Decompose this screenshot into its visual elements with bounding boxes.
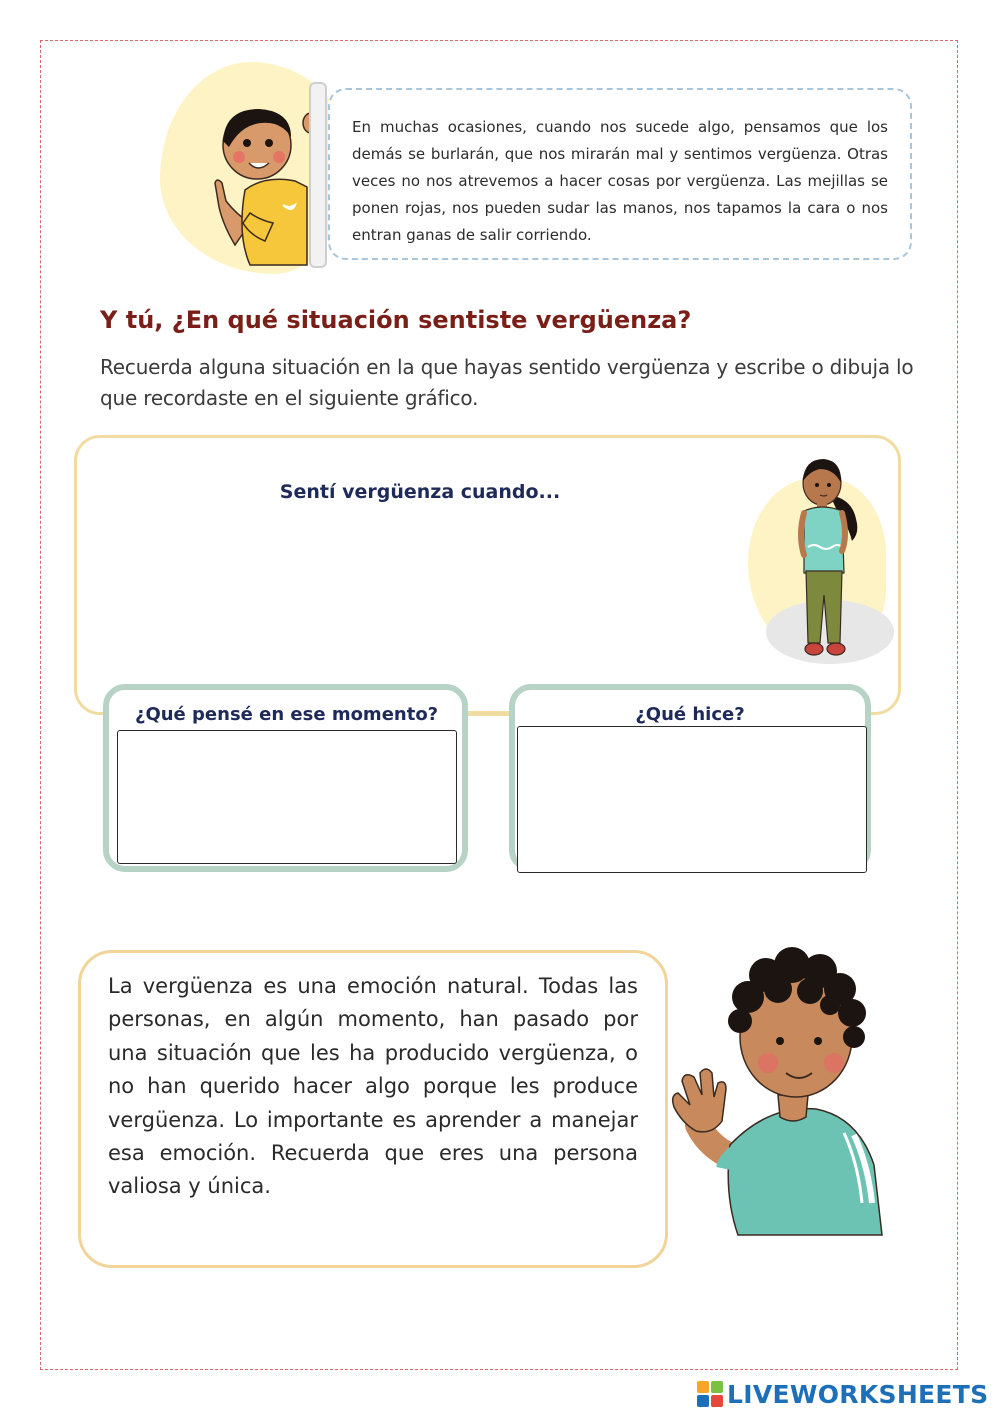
action-label: ¿Qué hice? (635, 704, 745, 725)
thought-label: ¿Qué pensé en ese momento? (135, 704, 439, 725)
section-title: Y tú, ¿En qué situación sentiste vergüenza? (100, 306, 692, 334)
boy-illustration (195, 95, 325, 265)
section-instruction: Recuerda alguna situación en la que hayas sentido vergüenza y escribe o dibuja lo que recordaste en el siguiente gráfico. (100, 355, 914, 410)
organizer-connector (465, 711, 511, 716)
door-frame (309, 82, 327, 268)
logo-mark-icon (697, 1381, 723, 1407)
liveworksheets-logo[interactable] (697, 1378, 988, 1410)
intro-text: En muchas ocasiones, cuando nos sucede algo, pensamos que los demás se burlarán, que nos mirarán mal y sentimos vergüenza. Otras veces no nos atrevemos a hacer cosas por vergüenza. Las mejillas se ponen rojas, nos pueden sudar las manos, nos tapamos la cara o nos entran ganas de salir corriendo. (352, 118, 888, 244)
message-text: La vergüenza es una emoción natural. Todas las personas, en algún momento, han pasado por una situación que les ha producido vergüenza, o no han querido hacer algo porque les produce vergüenza. Lo importante es aprender a manejar esa emoción. Recuerda que eres una persona valiosa y única. (108, 974, 638, 1199)
waving-boy-illustration (668, 945, 893, 1240)
main-box-label: Sentí vergüenza cuando... (279, 481, 561, 503)
action-answer-field[interactable] (517, 726, 867, 873)
logo-text: LIVEWORKSHEETS (727, 1379, 989, 1409)
girl-illustration (790, 455, 870, 660)
thought-answer-field[interactable] (117, 730, 457, 864)
